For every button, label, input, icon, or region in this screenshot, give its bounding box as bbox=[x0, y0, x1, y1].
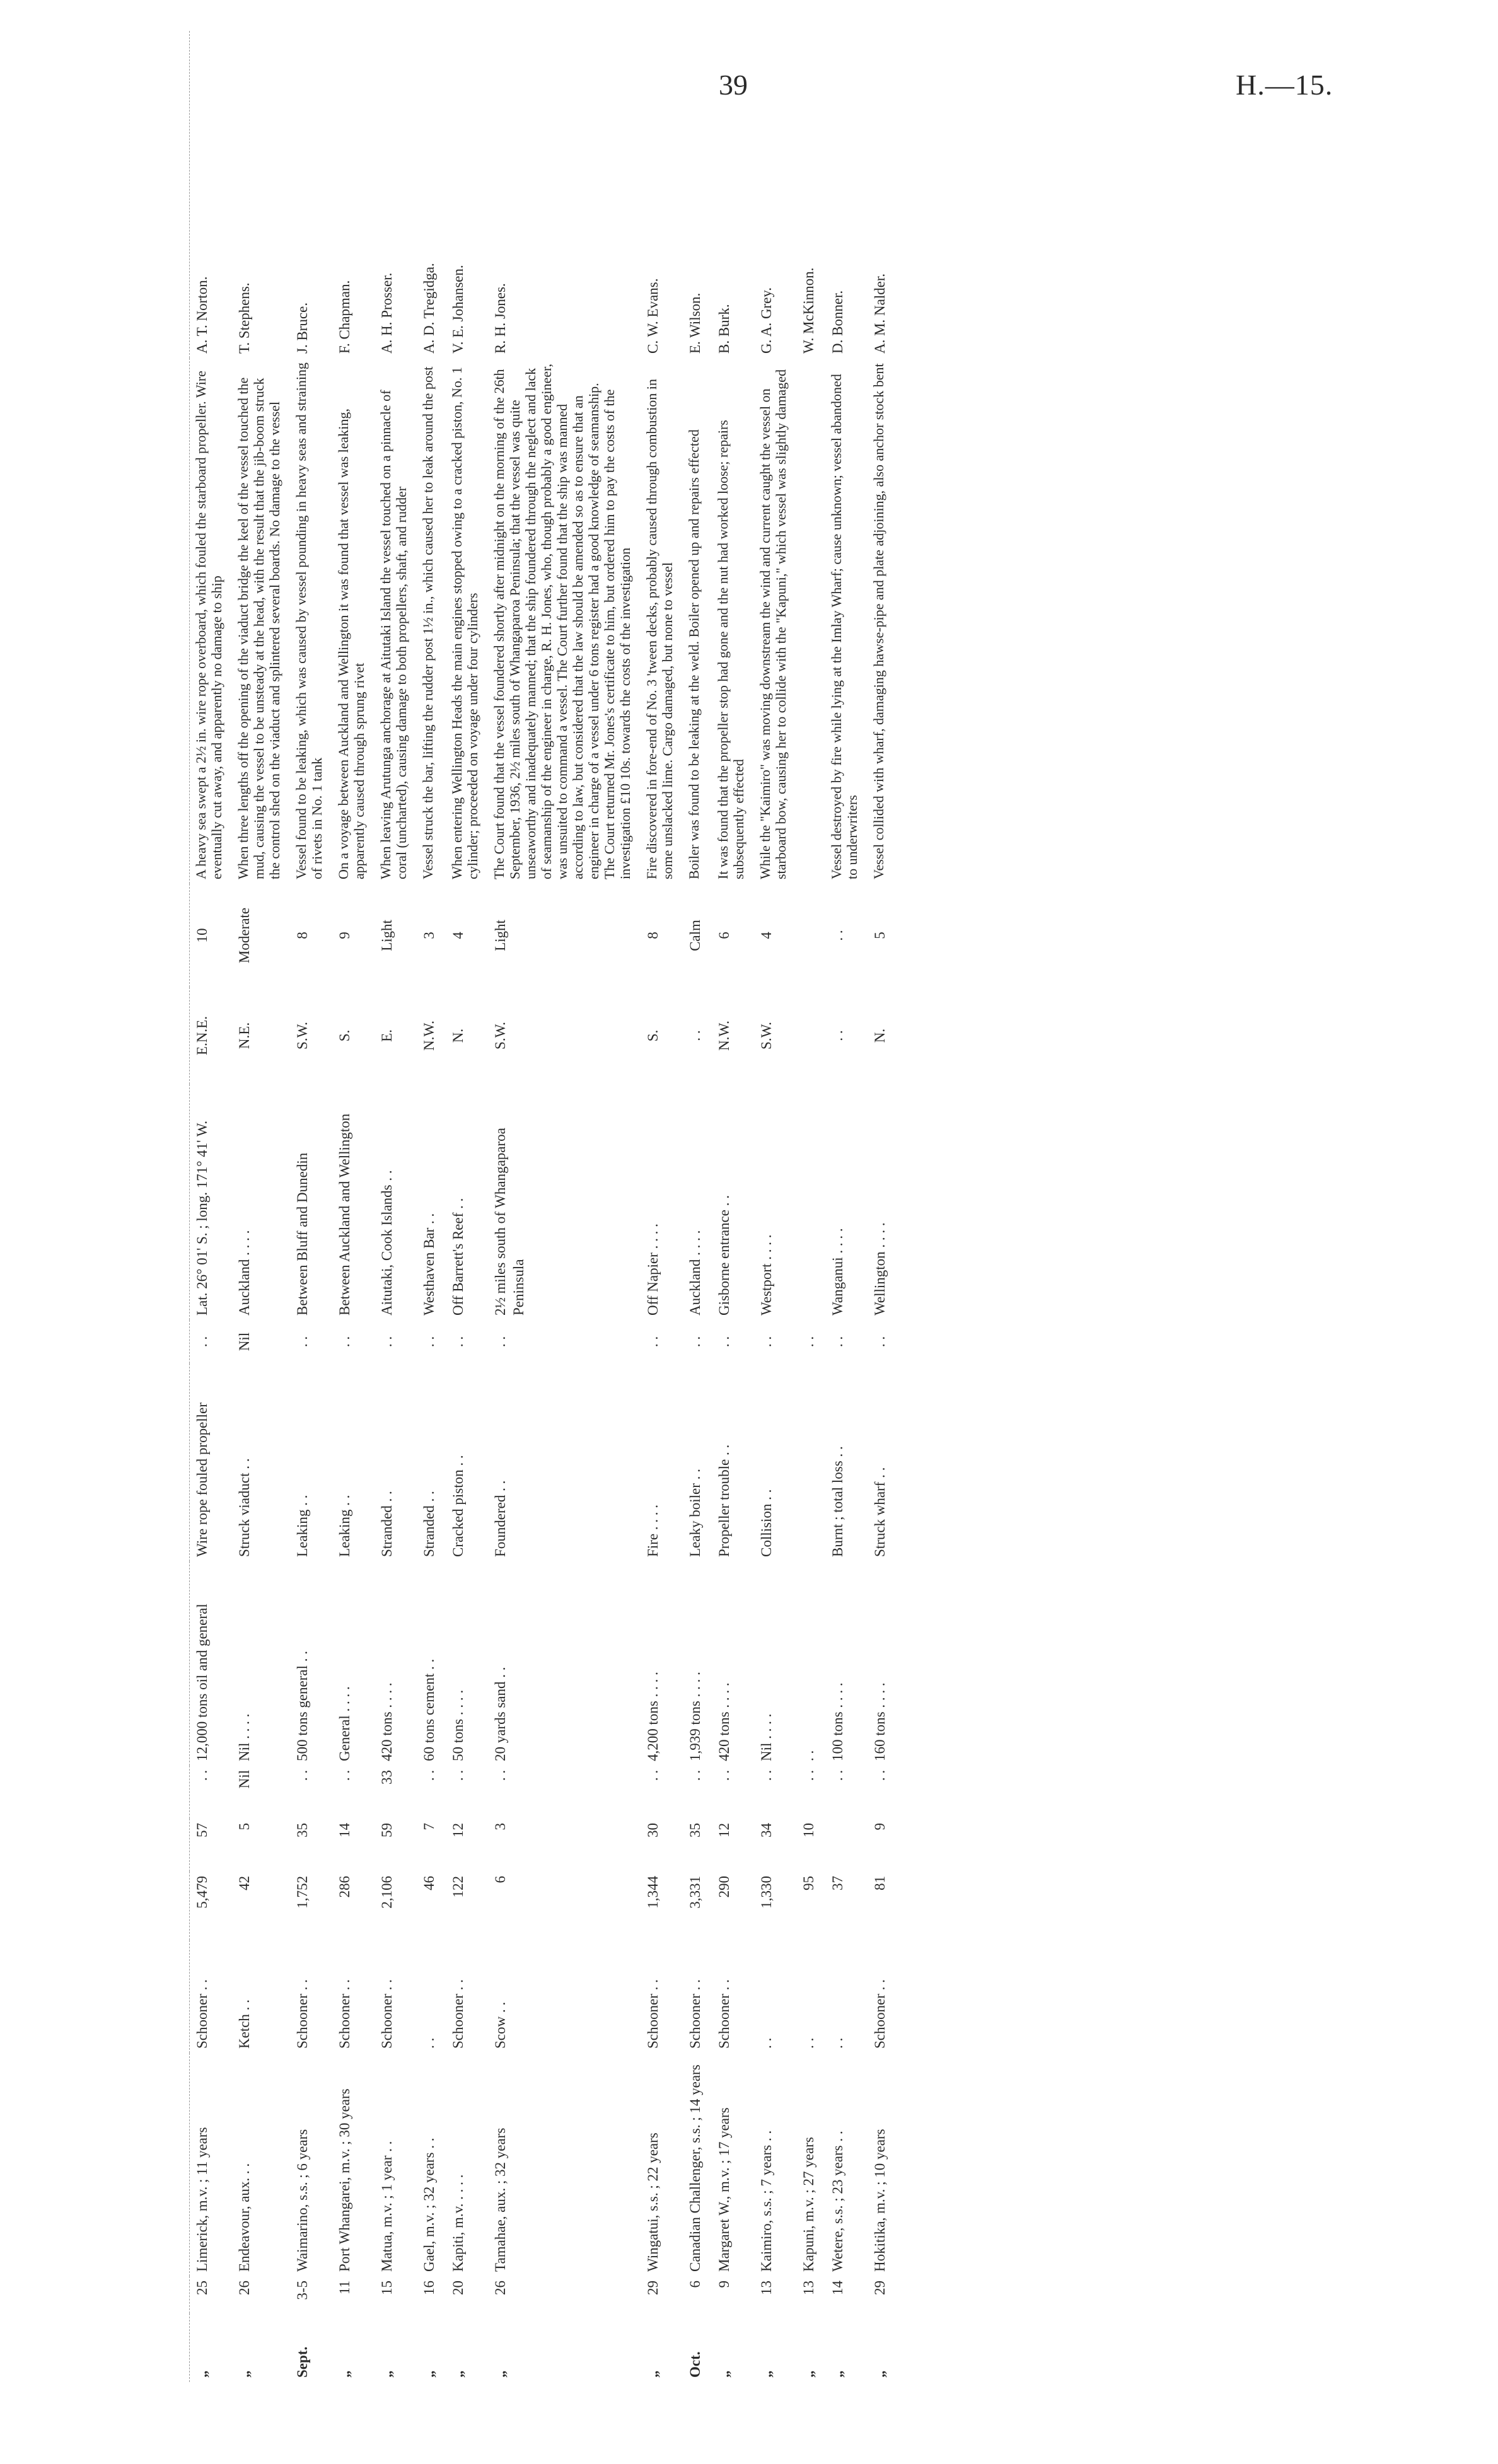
crew-cell: 12 bbox=[450, 1823, 466, 1837]
vessel-cell: Hokitika, m.v. ; 10 years bbox=[872, 2129, 888, 2272]
rig-cell: Schooner . . bbox=[379, 1979, 395, 2049]
remarks-cell: When three lengths off the opening of the viaduct bridge the keel of the vessel touched the mud, causing the vessel to be unsteady at the head, with the result that the jib-boom struck the control shed on the viaduct and splintered several boards. No damage to the vessel bbox=[235, 377, 282, 879]
lives-lost-cell: . . bbox=[190, 1320, 233, 1363]
day-cell: 29 bbox=[872, 2281, 888, 2295]
month-cell: „ bbox=[337, 2370, 352, 2378]
month-cell: „ bbox=[236, 2370, 252, 2378]
remarks-cell: When entering Wellington Heads the main engines stopped owing to a cracked piston, No. 1 cylinder; proceeded on voyage under four cylinders bbox=[449, 367, 480, 879]
vessel-cell: Wetere, s.s. ; 23 years . . bbox=[830, 2131, 845, 2272]
wind-direction-cell: S. bbox=[337, 1029, 352, 1042]
lives-lost-cell: . . bbox=[379, 1336, 395, 1348]
lives-lost-cell: . . bbox=[645, 1336, 661, 1348]
rig-cell: Schooner . . bbox=[190, 1940, 233, 2053]
lives-lost-cell: . . bbox=[687, 1336, 703, 1348]
crew-cell: 9 bbox=[872, 1823, 888, 1831]
wind-direction-cell: E.N.E. bbox=[190, 987, 233, 1084]
lives-lost-cell: . . bbox=[830, 1336, 845, 1348]
wind-direction-cell: N. bbox=[872, 1028, 888, 1043]
vessel-cell: Port Whangarei, m.v. ; 30 years bbox=[337, 2088, 352, 2272]
tonnage-cell: 5,479 bbox=[190, 1871, 233, 1940]
day-cell: 20 bbox=[450, 2281, 466, 2295]
place-cell: Gisborne entrance . . bbox=[716, 1195, 732, 1316]
crew-cell: 12 bbox=[716, 1823, 732, 1837]
month-cell: „ bbox=[830, 2370, 845, 2378]
casualty-nature-cell: Leaking . . bbox=[337, 1495, 352, 1557]
table-row bbox=[641, 31, 683, 2382]
table-row bbox=[796, 31, 825, 2382]
remarks-cell: When leaving Arutunga anchorage at Aitutaki Island the vessel touched on a pinnacle of coral (uncharted), causing damage to both propellers, shaft, and rudder bbox=[378, 390, 409, 879]
casualty-nature-cell: Cracked piston . . bbox=[450, 1455, 466, 1557]
wind-force-cell: 6 bbox=[716, 932, 732, 939]
cargo-cell: 420 tons . . . . bbox=[716, 1682, 732, 1761]
wind-direction-cell: N.E. bbox=[236, 1022, 252, 1050]
vessel-cell: Waimarino, s.s. ; 6 years bbox=[294, 2129, 310, 2272]
place-cell: Wellington . . . . bbox=[872, 1222, 888, 1316]
casualty-nature-cell bbox=[796, 1363, 825, 1561]
lives-lost-cell: . . bbox=[758, 1336, 774, 1348]
officer-cell: D. Bonner. bbox=[830, 290, 845, 354]
wind-direction-cell: S.W. bbox=[492, 1022, 508, 1050]
remarks-cell: A heavy sea swept a 2½ in. wire rope overboard, which fouled the starboard propeller. Wire eventually cut away, and apparently no damage to ship bbox=[190, 358, 233, 884]
rig-cell: . . bbox=[830, 2037, 845, 2049]
crew-cell: 59 bbox=[379, 1823, 395, 1837]
cargo-cell: 1,939 tons . . . . bbox=[687, 1672, 703, 1761]
place-cell: Auckland . . . . bbox=[687, 1230, 703, 1316]
table-row bbox=[332, 31, 374, 2382]
rig-cell: . . bbox=[801, 2037, 816, 2049]
table-row bbox=[868, 31, 897, 2382]
remarks-cell: Vessel destroyed by fire while lying at the Imlay Wharf; cause unknown; vessel abandoned to underwriters bbox=[828, 374, 860, 879]
passengers-cell: Nil bbox=[236, 1770, 252, 1789]
passengers-cell: . . bbox=[830, 1770, 845, 1781]
table-row bbox=[232, 31, 290, 2382]
table-row bbox=[683, 31, 712, 2382]
month-cell: „ bbox=[716, 2370, 732, 2378]
casualty-nature-cell: Stranded . . bbox=[421, 1491, 437, 1557]
passengers-cell: . . bbox=[758, 1770, 774, 1781]
tonnage-cell: 95 bbox=[801, 1876, 816, 1890]
officer-cell: C. W. Evans. bbox=[645, 278, 661, 354]
passengers-cell: . . bbox=[294, 1770, 310, 1781]
cargo-cell: 20 yards sand . . bbox=[492, 1667, 508, 1761]
month-cell: „ bbox=[492, 2370, 508, 2378]
place-cell: Between Auckland and Wellington bbox=[337, 1113, 352, 1316]
lives-lost-cell: . . bbox=[337, 1336, 352, 1348]
table-row bbox=[712, 31, 754, 2382]
passengers-cell: . . bbox=[872, 1770, 888, 1781]
remarks-cell bbox=[796, 358, 825, 884]
tonnage-cell: 42 bbox=[236, 1876, 252, 1890]
month-cell: „ bbox=[872, 2370, 888, 2378]
remarks-cell: Fire discovered in fore-end of No. 3 'tween decks, probably caused through combustion in some unslacked lime. Cargo damaged, but none to vessel bbox=[644, 379, 675, 879]
casualty-nature-cell: Struck wharf . . bbox=[872, 1467, 888, 1557]
wind-direction-cell: N.W. bbox=[716, 1021, 732, 1051]
officer-cell: A. H. Prosser. bbox=[379, 272, 395, 354]
cargo-cell: 4,200 tons . . . . bbox=[645, 1672, 661, 1761]
wind-force-cell: 9 bbox=[337, 932, 352, 939]
cargo-cell: 60 tons cement . . bbox=[421, 1658, 437, 1761]
day-cell: 13 bbox=[801, 2281, 816, 2295]
day-cell: 13 bbox=[758, 2281, 774, 2295]
lives-lost-cell: Nil bbox=[236, 1332, 252, 1351]
table-row bbox=[374, 31, 417, 2382]
officer-cell: V. E. Johansen. bbox=[450, 265, 466, 354]
casualty-nature-cell: Fire . . . . bbox=[645, 1504, 661, 1557]
lives-lost-cell: . . bbox=[294, 1336, 310, 1348]
day-cell: 29 bbox=[645, 2281, 661, 2295]
casualty-nature-cell: Struck viaduct . . bbox=[236, 1458, 252, 1557]
wind-force-cell: 5 bbox=[872, 932, 888, 939]
tonnage-cell: 81 bbox=[872, 1876, 888, 1890]
vessel-cell: Limerick, m.v. ; 11 years bbox=[190, 2053, 233, 2276]
passengers-cell: . . bbox=[337, 1770, 352, 1781]
cargo-cell: 100 tons . . . . bbox=[830, 1682, 845, 1761]
passengers-cell: . . bbox=[687, 1770, 703, 1781]
wind-direction-cell: E. bbox=[379, 1029, 395, 1042]
cargo-cell: 50 tons . . . . bbox=[450, 1689, 466, 1761]
vessel-cell: Gael, m.v. ; 32 years . . bbox=[421, 2137, 437, 2272]
passengers-cell: . . bbox=[492, 1770, 508, 1781]
crew-cell: 35 bbox=[294, 1823, 310, 1837]
remarks-cell: Vessel struck the bar, lifting the rudder post 1½ in., which caused her to leak around the post bbox=[420, 366, 436, 879]
rig-cell: Schooner . . bbox=[716, 1979, 732, 2049]
officer-cell: A. T. Norton. bbox=[190, 31, 233, 358]
wind-force-cell bbox=[796, 884, 825, 987]
month-cell: „ bbox=[450, 2370, 466, 2378]
officer-cell: W. McKinnon. bbox=[801, 267, 816, 354]
table-row bbox=[488, 31, 641, 2382]
vessel-cell: Margaret W., m.v. ; 17 years bbox=[716, 2107, 732, 2272]
day-cell: 11 bbox=[337, 2281, 352, 2295]
place-cell: Off Barrett's Reef . . bbox=[450, 1198, 466, 1316]
vessel-cell: Canadian Challenger, s.s. ; 14 years bbox=[687, 2064, 703, 2272]
crew-cell: 7 bbox=[421, 1823, 437, 1831]
tonnage-cell: 122 bbox=[450, 1876, 466, 1898]
cargo-cell: 500 tons general . . bbox=[294, 1650, 310, 1761]
wind-force-cell: 4 bbox=[758, 932, 774, 939]
casualty-nature-cell: Burnt ; total loss . . bbox=[830, 1446, 845, 1557]
vessel-cell: Wingatui, s.s. ; 22 years bbox=[645, 2132, 661, 2272]
remarks-cell: Boiler was found to be leaking at the weld. Boiler opened up and repairs effected bbox=[686, 429, 702, 879]
officer-cell: R. H. Jones. bbox=[492, 283, 508, 354]
passengers-cell: 33 bbox=[379, 1770, 395, 1784]
lives-lost-cell: . . bbox=[450, 1336, 466, 1348]
page-reference: H.—15. bbox=[1236, 69, 1333, 101]
rig-cell: Schooner . . bbox=[645, 1979, 661, 2049]
officer-cell: G. A. Grey. bbox=[758, 287, 774, 354]
wind-force-cell: 8 bbox=[294, 932, 310, 939]
officer-cell: A. M. Nalder. bbox=[872, 273, 888, 354]
wind-force-cell: . . bbox=[830, 930, 845, 941]
wind-force-cell: Moderate bbox=[236, 907, 252, 964]
tonnage-cell: 3,331 bbox=[687, 1876, 703, 1909]
remarks-cell: The Court found that the vessel foundered shortly after midnight on the morning of the 26th September, 1936, 2½ miles south of Whangaparoa Peninsula; that the vessel was quite unseaworthy and inadequately manned; that the ship foundered through the neglect and lack of seamanship of the engineer in charge, R. H. Jones, who, though probably a good engineer, was unsuited to command a vessel. The Court further found that the ship was manned according to law, but considered that the law should be amended so as to ensure that an engineer in charge of a vessel under 6 tons register had a good knowledge of seamanship. The Court returned Mr. Jones's certificate to him, but ordered him to pay the costs of the investigation £10 10s. towards the costs of the investigation bbox=[491, 363, 633, 879]
place-cell: Aitutaki, Cook Islands . . bbox=[379, 1170, 395, 1316]
remarks-cell: Vessel found to be leaking, which was caused by vessel pounding in heavy seas and straining of rivets in No. 1 tank bbox=[293, 362, 325, 879]
wind-direction-cell: S.W. bbox=[758, 1022, 774, 1050]
casualty-register-table bbox=[189, 31, 897, 2382]
day-cell: 3-5 bbox=[294, 2281, 310, 2300]
table-row bbox=[754, 31, 796, 2382]
place-cell: Lat. 26° 01' S. ; long. 171° 41' W. bbox=[190, 1084, 233, 1320]
rig-cell: Schooner . . bbox=[872, 1979, 888, 2049]
casualty-nature-cell: Wire rope fouled propeller bbox=[190, 1363, 233, 1561]
lives-lost-cell: . . bbox=[421, 1336, 437, 1348]
place-cell: Auckland . . . . bbox=[236, 1230, 252, 1316]
rig-cell: . . bbox=[758, 2037, 774, 2049]
passengers-cell: . . bbox=[801, 1770, 816, 1781]
passengers-cell: . . bbox=[450, 1770, 466, 1781]
day-cell: 26 bbox=[492, 2281, 508, 2295]
place-cell: Off Napier . . . . bbox=[645, 1223, 661, 1316]
place-cell bbox=[796, 1084, 825, 1320]
tonnage-cell: 1,344 bbox=[645, 1876, 661, 1909]
passengers-cell: . . bbox=[421, 1770, 437, 1781]
wind-direction-cell bbox=[796, 987, 825, 1084]
cargo-cell: 420 tons . . . . bbox=[379, 1682, 395, 1761]
casualty-nature-cell: Leaking . . bbox=[294, 1495, 310, 1557]
month-cell: „ bbox=[801, 2370, 816, 2378]
rig-cell: Schooner . . bbox=[294, 1979, 310, 2049]
day-cell: 26 bbox=[236, 2281, 252, 2295]
cargo-cell: 160 tons . . . . bbox=[872, 1682, 888, 1761]
vessel-cell: Endeavour, aux. . . bbox=[236, 2163, 252, 2272]
table-row bbox=[446, 31, 488, 2382]
cargo-cell: . . bbox=[801, 1750, 816, 1761]
tonnage-cell: 46 bbox=[421, 1876, 437, 1890]
cargo-cell: Nil . . . . bbox=[236, 1713, 252, 1761]
wind-force-cell: Light bbox=[492, 920, 508, 951]
tonnage-cell: 290 bbox=[716, 1876, 732, 1898]
rig-cell: Ketch . . bbox=[236, 1999, 252, 2049]
vessel-cell: Kapiti, m.v. . . . . bbox=[450, 2174, 466, 2272]
tonnage-cell: 37 bbox=[830, 1876, 845, 1890]
officer-cell: A. D. Tregidga. bbox=[421, 263, 437, 354]
officer-cell: B. Burk. bbox=[716, 304, 732, 354]
casualty-nature-cell: Collision . . bbox=[758, 1489, 774, 1557]
wind-direction-cell: S. bbox=[645, 1029, 661, 1042]
casualty-nature-cell: Foundered . . bbox=[492, 1480, 508, 1557]
passengers-cell: . . bbox=[190, 1766, 233, 1819]
passengers-cell: . . bbox=[716, 1770, 732, 1781]
lives-lost-cell: . . bbox=[492, 1336, 508, 1348]
vessel-cell: Tamahae, aux. ; 32 years bbox=[492, 2127, 508, 2272]
casualty-nature-cell: Stranded . . bbox=[379, 1491, 395, 1557]
crew-cell: 3 bbox=[492, 1823, 508, 1831]
cargo-cell: General . . . . bbox=[337, 1686, 352, 1761]
month-cell: „ bbox=[379, 2370, 395, 2378]
wind-direction-cell: N. bbox=[450, 1028, 466, 1043]
month-cell: „ bbox=[758, 2370, 774, 2378]
month-cell: „ bbox=[645, 2370, 661, 2378]
month-cell: Oct. bbox=[687, 2351, 703, 2378]
vessel-cell: Kaimiro, s.s. ; 7 years . . bbox=[758, 2130, 774, 2272]
place-cell: Westport . . . . bbox=[758, 1234, 774, 1316]
lives-lost-cell: . . bbox=[801, 1336, 816, 1348]
crew-cell: 30 bbox=[645, 1823, 661, 1837]
day-cell: 6 bbox=[687, 2281, 703, 2288]
rig-cell: Schooner . . bbox=[687, 1979, 703, 2049]
crew-cell: 10 bbox=[801, 1823, 816, 1837]
tonnage-cell: 2,106 bbox=[379, 1876, 395, 1909]
vessel-cell: Matua, m.v. ; 1 year . . bbox=[379, 2141, 395, 2272]
lives-lost-cell: . . bbox=[716, 1336, 732, 1348]
day-cell: 14 bbox=[830, 2281, 845, 2295]
month-cell: „ bbox=[190, 2313, 233, 2382]
officer-cell: E. Wilson. bbox=[687, 292, 703, 354]
place-cell: Between Bluff and Dunedin bbox=[294, 1152, 310, 1316]
place-cell: Westhaven Bar . . bbox=[421, 1213, 437, 1316]
officer-cell: T. Stephens. bbox=[236, 282, 252, 354]
rig-cell: Schooner . . bbox=[337, 1979, 352, 2049]
wind-force-cell: 10 bbox=[190, 884, 233, 987]
table-row bbox=[190, 31, 233, 2382]
rig-cell: Scow . . bbox=[492, 2001, 508, 2049]
wind-force-cell: 3 bbox=[421, 932, 437, 939]
crew-cell: 14 bbox=[337, 1823, 352, 1837]
rig-cell: Schooner . . bbox=[450, 1979, 466, 2049]
day-cell: 9 bbox=[716, 2281, 732, 2288]
place-cell: Wanganui . . . . bbox=[830, 1228, 845, 1316]
crew-cell: 35 bbox=[687, 1823, 703, 1837]
day-cell: 15 bbox=[379, 2281, 395, 2295]
place-cell: 2½ miles south of Whangaparoa Peninsula bbox=[492, 1128, 526, 1316]
table-row bbox=[290, 31, 332, 2382]
day-cell: 25 bbox=[190, 2276, 233, 2313]
tonnage-cell: 1,752 bbox=[294, 1876, 310, 1909]
crew-cell: 57 bbox=[190, 1819, 233, 1871]
day-cell: 16 bbox=[421, 2281, 437, 2295]
casualty-nature-cell: Leaky boiler . . bbox=[687, 1469, 703, 1557]
remarks-cell: While the "Kaimiro" was moving downstream the wind and current caught the vessel on starboard bow, causing her to collide with the "Kapuni," which vessel was slightly damaged bbox=[757, 369, 789, 879]
month-cell: „ bbox=[421, 2370, 437, 2378]
remarks-cell: Vessel collided with wharf, damaging hawse-pipe and plate adjoining, also anchor stock bent bbox=[871, 363, 886, 879]
rig-cell: . . bbox=[421, 2037, 437, 2049]
wind-force-cell: 8 bbox=[645, 932, 661, 939]
wind-direction-cell: . . bbox=[830, 1030, 845, 1041]
crew-cell: 34 bbox=[758, 1823, 774, 1837]
table-row bbox=[825, 31, 868, 2382]
wind-force-cell: 4 bbox=[450, 932, 466, 939]
tonnage-cell: 6 bbox=[492, 1876, 508, 1883]
crew-cell: 5 bbox=[236, 1823, 252, 1831]
remarks-cell: On a voyage between Auckland and Wellington it was found that vessel was leaking, apparently caused through sprung rivet bbox=[335, 408, 367, 879]
table-row bbox=[417, 31, 446, 2382]
casualty-rows bbox=[190, 31, 897, 2382]
wind-force-cell: Calm bbox=[687, 920, 703, 951]
casualty-nature-cell: Propeller trouble . . bbox=[716, 1444, 732, 1557]
wind-direction-cell: N.W. bbox=[421, 1021, 437, 1051]
wind-direction-cell: S.W. bbox=[294, 1022, 310, 1050]
officer-cell: F. Chapman. bbox=[337, 280, 352, 354]
remarks-cell: It was found that the propeller stop had gone and the nut had worked loose; repairs subsequently effected bbox=[715, 420, 746, 879]
month-cell: Sept. bbox=[294, 2346, 310, 2378]
wind-force-cell: Light bbox=[379, 920, 395, 951]
cargo-cell: 12,000 tons oil and general bbox=[190, 1561, 233, 1766]
cargo-cell: Nil . . . . bbox=[758, 1713, 774, 1761]
tonnage-cell: 1,330 bbox=[758, 1876, 774, 1909]
lives-lost-cell: . . bbox=[872, 1336, 888, 1348]
page-number: 39 bbox=[719, 69, 748, 101]
vessel-cell: Kapuni, m.v. ; 27 years bbox=[801, 2137, 816, 2272]
tonnage-cell: 286 bbox=[337, 1876, 352, 1898]
wind-direction-cell: . . bbox=[687, 1030, 703, 1041]
passengers-cell: . . bbox=[645, 1770, 661, 1781]
crew-cell bbox=[825, 1819, 868, 1871]
officer-cell: J. Bruce. bbox=[294, 302, 310, 354]
